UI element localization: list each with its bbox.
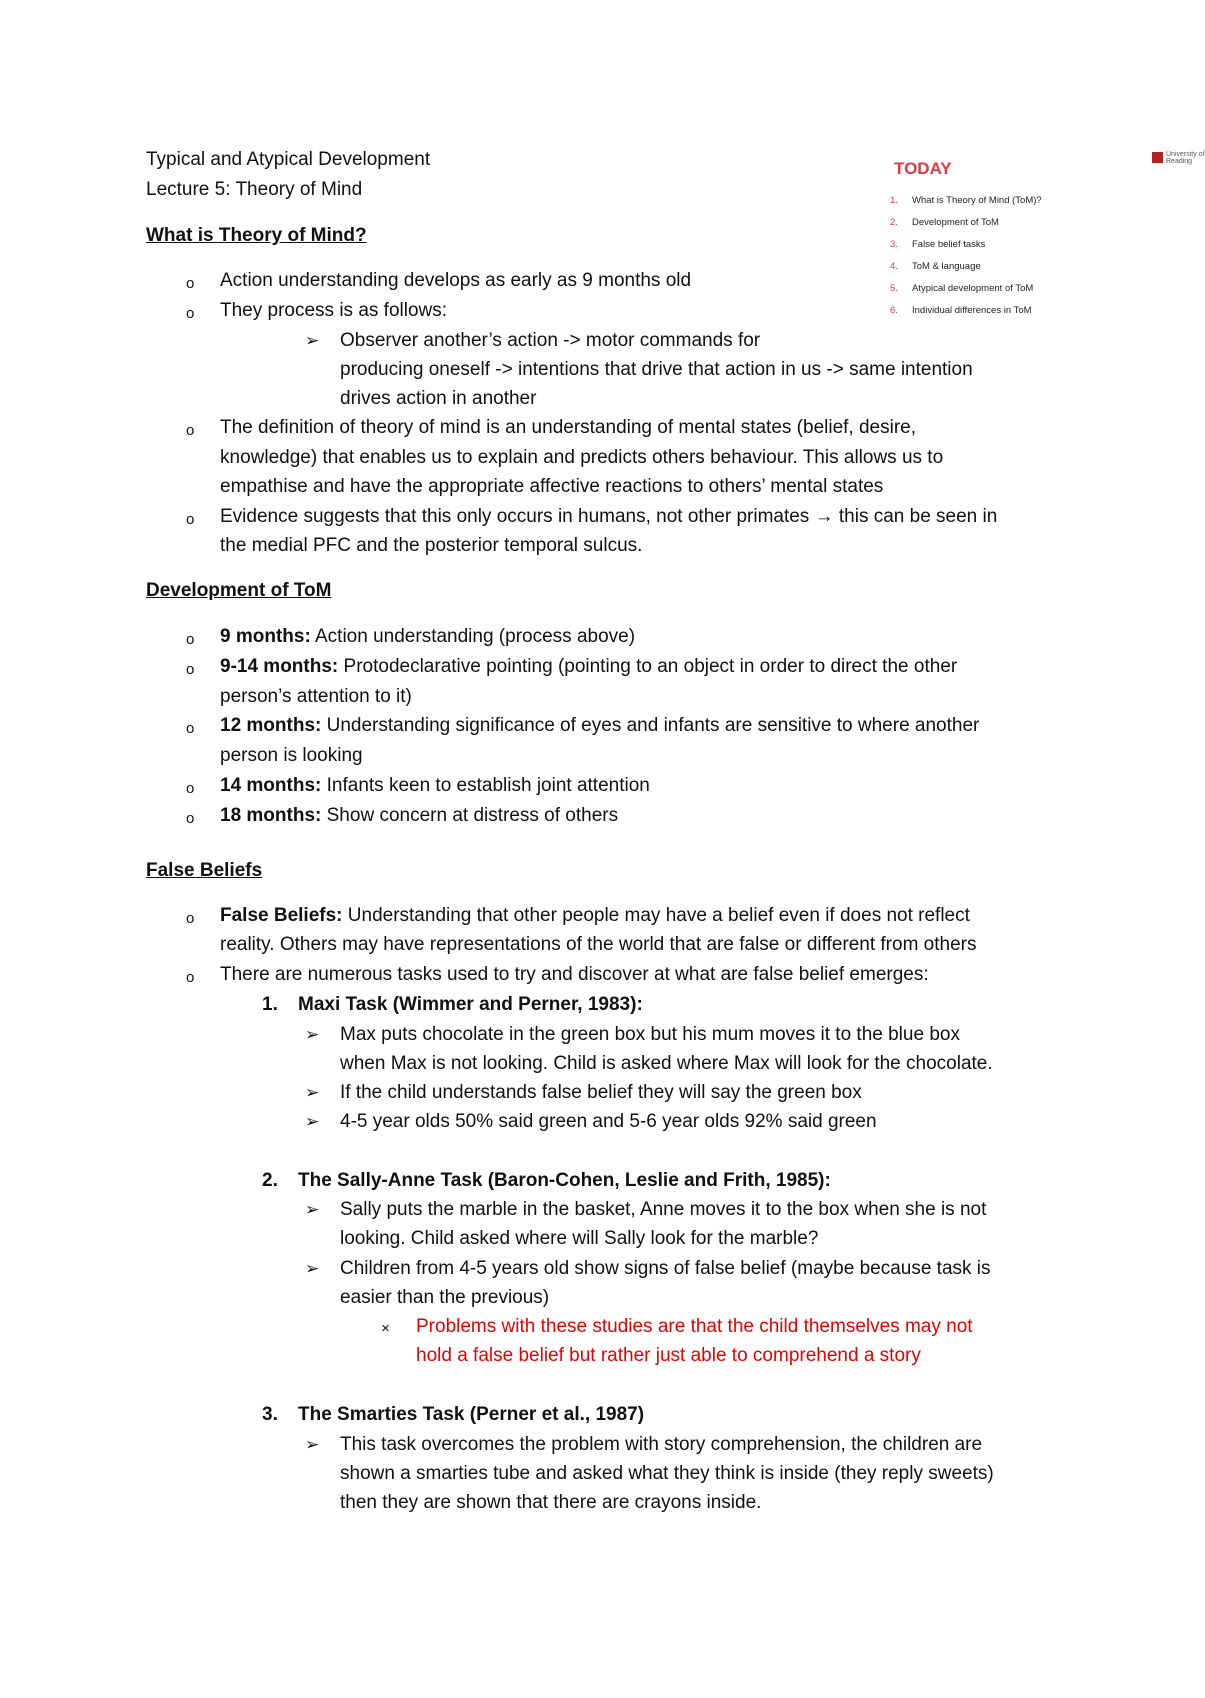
list-item: 9-14 months: Protodeclarative pointing (pointing to an object in order to direct the other	[220, 656, 958, 677]
paragraph: Max puts chocolate in the green box but his mum moves it to the blue box	[340, 1024, 960, 1045]
task-number: 2.	[262, 1170, 278, 1191]
paragraph: easier than the previous)	[340, 1287, 550, 1308]
paragraph: Action understanding develops as early as 9 months old	[220, 270, 692, 291]
paragraph: False Beliefs: Understanding that other people may have a belief even if does not reflect	[220, 905, 970, 926]
paragraph: 4-5 year olds 50% said green and 5-6 year olds 92% said green	[340, 1111, 877, 1132]
task-number: 3.	[262, 1404, 278, 1425]
paragraph: looking. Child asked where will Sally look for the marble?	[340, 1228, 819, 1249]
paragraph: There are numerous tasks used to try and discover at what are false belief emerges:	[220, 964, 929, 985]
paragraph: If the child understands false belief they will say the green box	[340, 1082, 862, 1103]
list-item: 12 months: Understanding significance of eyes and infants are sensitive to where another	[220, 715, 980, 736]
slide-agenda-item: 3. False belief tasks	[890, 239, 986, 250]
paragraph: empathise and have the appropriate affective reactions to others’ mental states	[220, 476, 884, 497]
cross-bullet-icon: ×	[381, 1320, 390, 1337]
arrow-bullet-icon: ➢	[305, 1200, 320, 1219]
slide-agenda-item: 1. What is Theory of Mind (ToM)?	[890, 195, 1042, 206]
note-red: Problems with these studies are that the child themselves may not	[416, 1316, 973, 1337]
note-red: hold a false belief but rather just able to comprehend a story	[416, 1345, 921, 1366]
slide-agenda-item: 6. Individual differences in ToM	[890, 305, 1032, 316]
slide-agenda-item: 4. ToM & language	[890, 261, 981, 272]
right-arrow-icon: →	[814, 506, 834, 527]
bullet-o-icon: o	[186, 511, 195, 528]
course-title: Typical and Atypical Development	[146, 149, 431, 170]
paragraph: Observer another’s action -> motor commands for	[340, 330, 761, 351]
slide-thumbnail: TODAY 1. What is Theory of Mind (ToM)? 2. Development of ToM 3. False belief tasks 4. ToM & language 5. Atypical development of ToM 6. Individual differences in ToM University of Reading	[870, 140, 1200, 330]
slide-agenda-item: 5. Atypical development of ToM	[890, 283, 1034, 294]
paragraph: shown a smarties tube and asked what they think is inside (they reply sweets)	[340, 1463, 994, 1484]
list-item-continuation: person’s attention to it)	[220, 686, 412, 707]
slide-agenda-list	[890, 190, 1042, 322]
paragraph: reality. Others may have representations of the world that are false or different from others	[220, 934, 977, 955]
bullet-o-icon: o	[186, 969, 195, 986]
paragraph: They process is as follows:	[220, 300, 448, 321]
bullet-o-icon: o	[186, 422, 195, 439]
task-number: 1.	[262, 994, 278, 1015]
paragraph: This task overcomes the problem with story comprehension, the children are	[340, 1434, 983, 1455]
arrow-bullet-icon: ➢	[305, 1112, 320, 1131]
bullet-o-icon: o	[186, 810, 195, 827]
bullet-o-icon: o	[186, 305, 195, 322]
arrow-bullet-icon: ➢	[305, 1083, 320, 1102]
bullet-o-icon: o	[186, 720, 195, 737]
list-item: 9 months: Action understanding (process above)	[220, 626, 636, 647]
logo-shield-icon	[1152, 152, 1163, 163]
bullet-o-icon: o	[186, 910, 195, 927]
bullet-o-icon: o	[186, 661, 195, 678]
task-title: The Smarties Task (Perner et al., 1987)	[298, 1404, 645, 1425]
arrow-bullet-icon: ➢	[305, 331, 320, 350]
document-header	[146, 145, 430, 205]
slide-agenda-item: 2. Development of ToM	[890, 217, 999, 228]
bullet-o-icon: o	[186, 780, 195, 797]
section-heading-development: Development of ToM	[146, 580, 332, 601]
paragraph: then they are shown that there are crayons inside.	[340, 1492, 762, 1513]
paragraph: Children from 4-5 years old show signs of false belief (maybe because task is	[340, 1258, 991, 1279]
arrow-bullet-icon: ➢	[305, 1259, 320, 1278]
task-title: Maxi Task (Wimmer and Perner, 1983):	[298, 994, 643, 1015]
list-item-continuation: person is looking	[220, 745, 363, 766]
paragraph: drives action in another	[340, 388, 537, 409]
list-item: 18 months: Show concern at distress of others	[220, 805, 619, 826]
slide-heading: TODAY	[894, 159, 952, 178]
section-heading-false-beliefs: False Beliefs	[146, 860, 263, 881]
paragraph: producing oneself -> intentions that drive that action in us -> same intention	[340, 359, 973, 380]
arrow-bullet-icon: ➢	[305, 1025, 320, 1044]
bullet-o-icon: o	[186, 631, 195, 648]
paragraph: Evidence suggests that this only occurs in humans, not other primates → this can be seen in	[220, 506, 998, 527]
paragraph: the medial PFC and the posterior temporal sulcus.	[220, 535, 643, 556]
list-item: 14 months: Infants keen to establish joint attention	[220, 775, 650, 796]
section-heading-what-is-tom: What is Theory of Mind?	[146, 225, 367, 246]
lecture-title: Lecture 5: Theory of Mind	[146, 179, 363, 200]
bullet-o-icon: o	[186, 275, 195, 292]
paragraph: when Max is not looking. Child is asked where Max will look for the chocolate.	[340, 1053, 993, 1074]
paragraph: Sally puts the marble in the basket, Anne moves it to the box when she is not	[340, 1199, 987, 1220]
paragraph: knowledge) that enables us to explain and predicts others behaviour. This allows us to	[220, 447, 944, 468]
task-title: The Sally-Anne Task (Baron-Cohen, Leslie and Frith, 1985):	[298, 1170, 831, 1191]
paragraph: The definition of theory of mind is an understanding of mental states (belief, desire,	[220, 417, 917, 438]
arrow-bullet-icon: ➢	[305, 1435, 320, 1454]
